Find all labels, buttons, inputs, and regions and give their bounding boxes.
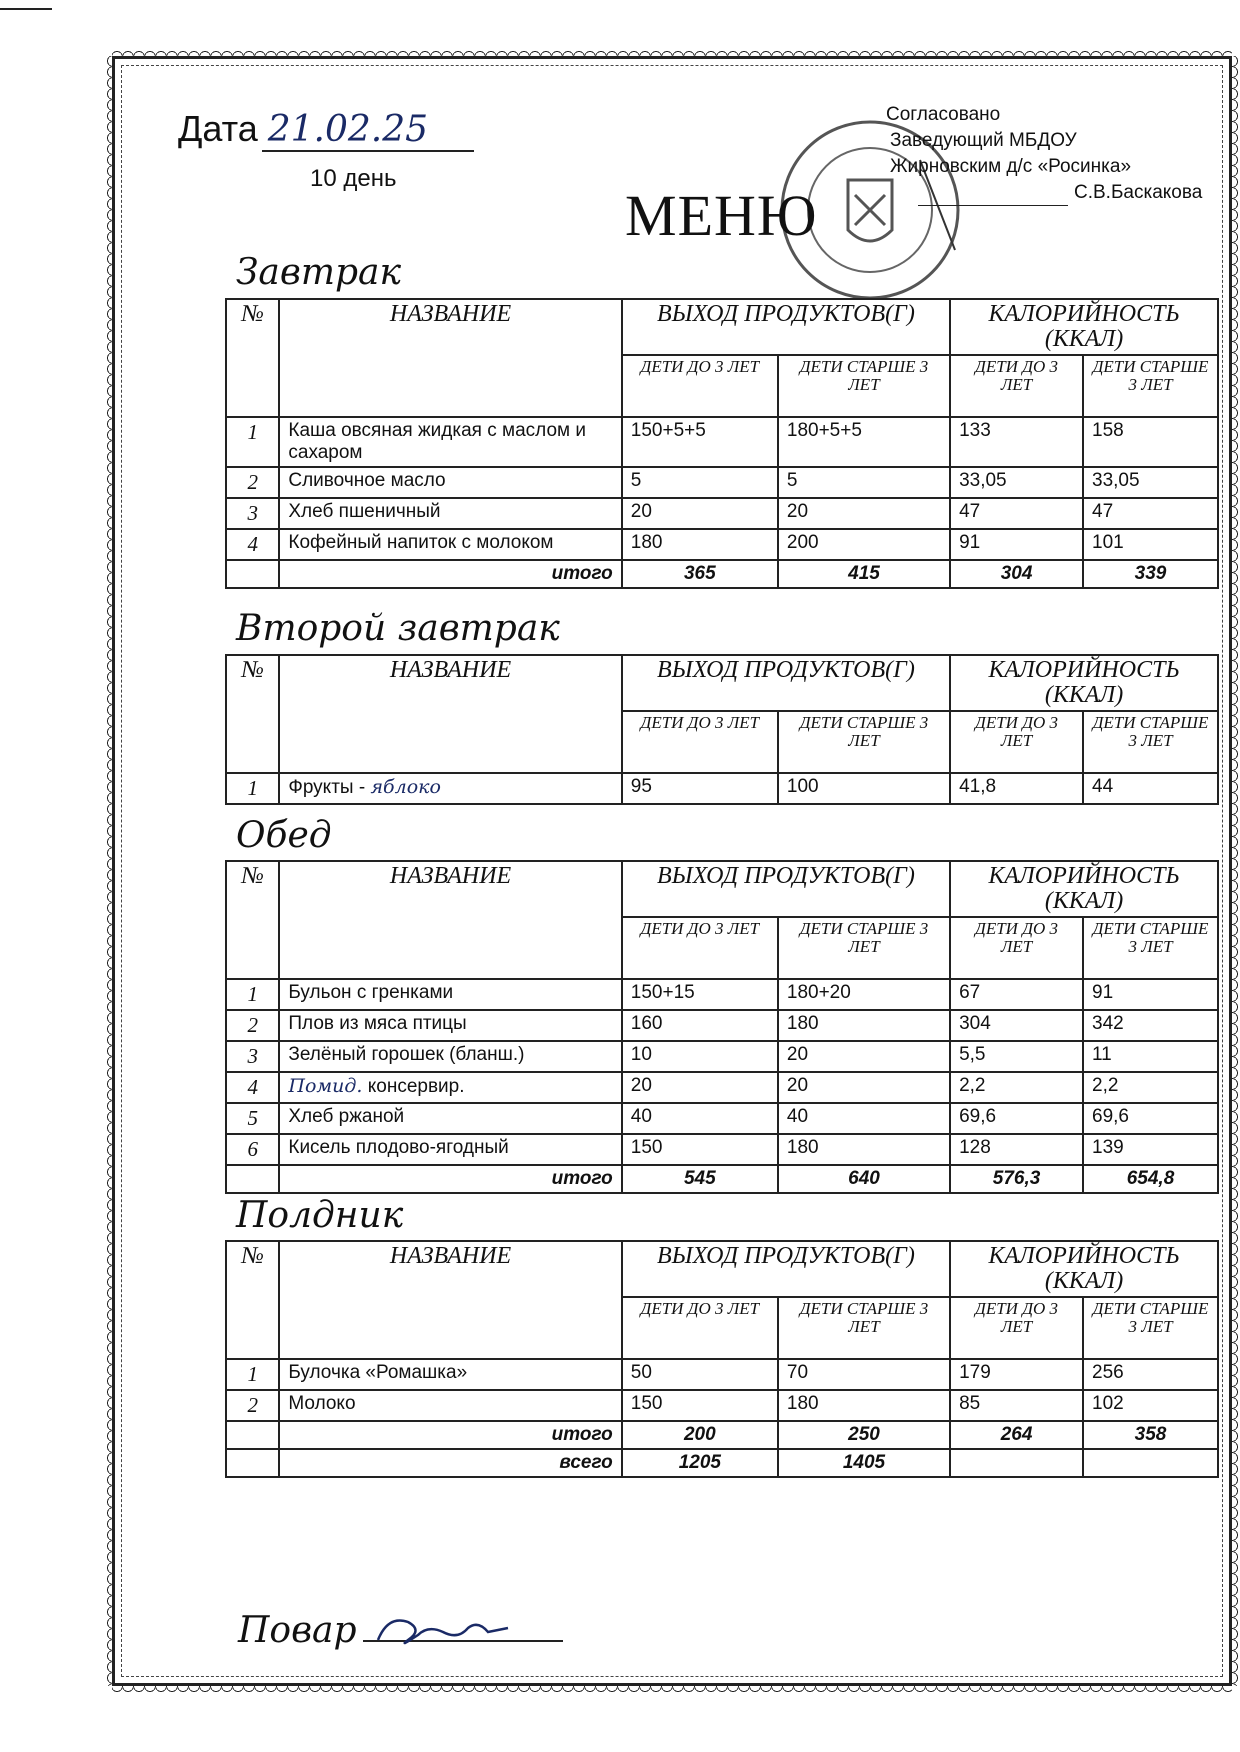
col-cal-under3: ДЕТИ ДО 3 ЛЕТ (950, 917, 1083, 979)
row-num: 4 (226, 529, 279, 560)
row-name (279, 1072, 621, 1103)
approval-line2: Заведующий МБДОУ (890, 130, 1077, 151)
row-yield-over3: 180 (778, 1134, 950, 1165)
row-num: 1 (226, 979, 279, 1010)
table-row (226, 1072, 1218, 1103)
grand-total-cal-under3 (950, 1449, 1083, 1477)
table-row (226, 1359, 1218, 1390)
row-cal-under3: 304 (950, 1010, 1083, 1041)
row-cal-under3: 128 (950, 1134, 1083, 1165)
row-num: 3 (226, 1041, 279, 1072)
row-yield-over3: 180 (778, 1010, 950, 1041)
handwritten-signature-icon (368, 1610, 518, 1650)
section-title-second-breakfast: Второй завтрак (236, 608, 560, 649)
grand-total-row (226, 1449, 1218, 1477)
col-cal-over3: ДЕТИ СТАРШЕ 3 ЛЕТ (1083, 355, 1218, 417)
row-name: Булочка «Ромашка» (279, 1359, 621, 1390)
col-calories: КАЛОРИЙНОСТЬ (ККАЛ) (950, 1241, 1218, 1297)
row-yield-under3: 150 (622, 1134, 778, 1165)
col-yield-over3: ДЕТИ СТАРШЕ 3 ЛЕТ (778, 711, 950, 773)
row-num: 2 (226, 1010, 279, 1041)
row-cal-over3: 256 (1083, 1359, 1218, 1390)
total-cal-over3: 358 (1083, 1421, 1218, 1449)
section-title-breakfast: Завтрак (236, 252, 401, 293)
row-name (279, 773, 621, 804)
total-yield-over3: 415 (778, 560, 950, 588)
row-cal-over3: 33,05 (1083, 467, 1218, 498)
row-name: Плов из мяса птицы (279, 1010, 621, 1041)
row-name-printed: консервир. (362, 1076, 465, 1098)
signature-line (918, 205, 1068, 206)
row-cal-under3: 69,6 (950, 1103, 1083, 1134)
section-title-snack: Полдник (236, 1195, 404, 1236)
table-row (226, 1390, 1218, 1421)
row-yield-under3: 40 (622, 1103, 778, 1134)
approval-line3: Жирновским д/с «Росинка» (890, 156, 1132, 177)
table-row (226, 979, 1218, 1010)
row-num: 2 (226, 1390, 279, 1421)
row-num: 3 (226, 498, 279, 529)
col-num: № (226, 861, 279, 979)
col-name: НАЗВАНИЕ (279, 655, 621, 773)
date-label: Дата (178, 108, 258, 149)
table-row (226, 1041, 1218, 1072)
col-yield: ВЫХОД ПРОДУКТОВ(Г) (622, 299, 950, 355)
total-label: итого (279, 560, 621, 588)
table-row (226, 1010, 1218, 1041)
row-yield-over3: 5 (778, 467, 950, 498)
row-cal-under3: 85 (950, 1390, 1083, 1421)
row-name-handwritten: Помид. (288, 1075, 363, 1098)
row-num: 1 (226, 417, 279, 467)
row-cal-under3: 91 (950, 529, 1083, 560)
col-name: НАЗВАНИЕ (279, 1241, 621, 1359)
col-yield: ВЫХОД ПРОДУКТОВ(Г) (622, 1241, 950, 1297)
row-name: Кофейный напиток с молоком (279, 529, 621, 560)
row-name: Молоко (279, 1390, 621, 1421)
row-name: Сливочное масло (279, 467, 621, 498)
grand-total-cal-over3 (1083, 1449, 1218, 1477)
row-cal-under3: 33,05 (950, 467, 1083, 498)
total-cal-under3: 264 (950, 1421, 1083, 1449)
row-yield-under3: 150+5+5 (622, 417, 778, 467)
col-cal-under3: ДЕТИ ДО 3 ЛЕТ (950, 711, 1083, 773)
row-yield-over3: 200 (778, 529, 950, 560)
table-row (226, 498, 1218, 529)
row-name: Зелёный горошек (бланш.) (279, 1041, 621, 1072)
border-scallop-bottom (112, 1686, 1232, 1696)
row-cal-over3: 342 (1083, 1010, 1218, 1041)
page-title: МЕНЮ (625, 183, 818, 248)
row-cal-under3: 5,5 (950, 1041, 1083, 1072)
row-name: Хлеб пшеничный (279, 498, 621, 529)
row-yield-over3: 20 (778, 498, 950, 529)
row-cal-over3: 102 (1083, 1390, 1218, 1421)
row-cal-over3: 158 (1083, 417, 1218, 467)
table-row (226, 1134, 1218, 1165)
corner-mark (0, 8, 52, 10)
col-calories: КАЛОРИЙНОСТЬ (ККАЛ) (950, 861, 1218, 917)
row-num: 1 (226, 773, 279, 804)
row-num: 4 (226, 1072, 279, 1103)
section-title-lunch: Обед (236, 815, 332, 856)
table-row (226, 417, 1218, 467)
row-name: Кисель плодово-ягодный (279, 1134, 621, 1165)
col-yield-over3: ДЕТИ СТАРШЕ 3 ЛЕТ (778, 917, 950, 979)
grand-total-label: всего (279, 1449, 621, 1477)
table-row (226, 467, 1218, 498)
row-cal-under3: 2,2 (950, 1072, 1083, 1103)
row-yield-over3: 40 (778, 1103, 950, 1134)
col-yield-under3: ДЕТИ ДО 3 ЛЕТ (622, 917, 778, 979)
table-snack (225, 1240, 1219, 1478)
col-name: НАЗВАНИЕ (279, 861, 621, 979)
row-cal-over3: 44 (1083, 773, 1218, 804)
row-yield-under3: 150+15 (622, 979, 778, 1010)
col-cal-under3: ДЕТИ ДО 3 ЛЕТ (950, 1297, 1083, 1359)
row-name-printed: Фрукты - (288, 777, 371, 799)
date-value: 21.02.25 (262, 109, 474, 152)
col-yield-under3: ДЕТИ ДО 3 ЛЕТ (622, 355, 778, 417)
col-cal-over3: ДЕТИ СТАРШЕ 3 ЛЕТ (1083, 711, 1218, 773)
col-cal-over3: ДЕТИ СТАРШЕ 3 ЛЕТ (1083, 1297, 1218, 1359)
row-yield-under3: 180 (622, 529, 778, 560)
table-row (226, 1103, 1218, 1134)
row-yield-over3: 20 (778, 1041, 950, 1072)
table-row (226, 529, 1218, 560)
total-cal-over3: 654,8 (1083, 1165, 1218, 1193)
row-yield-over3: 180 (778, 1390, 950, 1421)
row-yield-over3: 100 (778, 773, 950, 804)
row-cal-over3: 139 (1083, 1134, 1218, 1165)
col-num: № (226, 299, 279, 417)
col-cal-under3: ДЕТИ ДО 3 ЛЕТ (950, 355, 1083, 417)
col-name: НАЗВАНИЕ (279, 299, 621, 417)
row-yield-over3: 20 (778, 1072, 950, 1103)
grand-total-yield-under3: 1205 (622, 1449, 778, 1477)
border-scallop-right (1232, 56, 1240, 1686)
row-num: 1 (226, 1359, 279, 1390)
row-cal-under3: 47 (950, 498, 1083, 529)
col-yield-under3: ДЕТИ ДО 3 ЛЕТ (622, 1297, 778, 1359)
approval-line1: Согласовано (886, 104, 1001, 125)
cook-label: Повар (238, 1610, 357, 1651)
row-name-handwritten: яблоко (370, 776, 441, 799)
total-yield-over3: 640 (778, 1165, 950, 1193)
col-calories: КАЛОРИЙНОСТЬ (ККАЛ) (950, 299, 1218, 355)
row-cal-over3: 101 (1083, 529, 1218, 560)
total-row (226, 1421, 1218, 1449)
row-num: 5 (226, 1103, 279, 1134)
total-cal-under3: 576,3 (950, 1165, 1083, 1193)
row-yield-over3: 70 (778, 1359, 950, 1390)
row-yield-under3: 160 (622, 1010, 778, 1041)
row-cal-over3: 2,2 (1083, 1072, 1218, 1103)
date-block (178, 108, 474, 152)
row-yield-under3: 95 (622, 773, 778, 804)
row-yield-under3: 150 (622, 1390, 778, 1421)
row-cal-over3: 47 (1083, 498, 1218, 529)
col-num: № (226, 1241, 279, 1359)
total-row (226, 560, 1218, 588)
row-yield-under3: 5 (622, 467, 778, 498)
table-lunch (225, 860, 1219, 1194)
row-cal-under3: 41,8 (950, 773, 1083, 804)
total-yield-over3: 250 (778, 1421, 950, 1449)
row-cal-under3: 67 (950, 979, 1083, 1010)
row-cal-under3: 133 (950, 417, 1083, 467)
day-number: 10 день (310, 165, 397, 192)
row-cal-over3: 69,6 (1083, 1103, 1218, 1134)
total-yield-under3: 200 (622, 1421, 778, 1449)
col-cal-over3: ДЕТИ СТАРШЕ 3 ЛЕТ (1083, 917, 1218, 979)
row-cal-under3: 179 (950, 1359, 1083, 1390)
total-cal-over3: 339 (1083, 560, 1218, 588)
approval-signer: С.В.Баскакова (1074, 182, 1203, 203)
row-yield-under3: 20 (622, 498, 778, 529)
total-label: итого (279, 1165, 621, 1193)
total-yield-under3: 545 (622, 1165, 778, 1193)
col-yield: ВЫХОД ПРОДУКТОВ(Г) (622, 861, 950, 917)
col-yield-under3: ДЕТИ ДО 3 ЛЕТ (622, 711, 778, 773)
row-yield-under3: 10 (622, 1041, 778, 1072)
row-name: Бульон с гренками (279, 979, 621, 1010)
row-yield-over3: 180+20 (778, 979, 950, 1010)
row-yield-over3: 180+5+5 (778, 417, 950, 467)
grand-total-yield-over3: 1405 (778, 1449, 950, 1477)
row-cal-over3: 11 (1083, 1041, 1218, 1072)
col-yield: ВЫХОД ПРОДУКТОВ(Г) (622, 655, 950, 711)
row-name: Каша овсяная жидкая с маслом и сахаром (279, 417, 621, 467)
col-yield-over3: ДЕТИ СТАРШЕ 3 ЛЕТ (778, 1297, 950, 1359)
col-yield-over3: ДЕТИ СТАРШЕ 3 ЛЕТ (778, 355, 950, 417)
cook-signature-block (238, 1610, 563, 1651)
total-yield-under3: 365 (622, 560, 778, 588)
approval-block (870, 102, 1202, 206)
col-calories: КАЛОРИЙНОСТЬ (ККАЛ) (950, 655, 1218, 711)
table-second-breakfast (225, 654, 1219, 805)
row-cal-over3: 91 (1083, 979, 1218, 1010)
row-name: Хлеб ржаной (279, 1103, 621, 1134)
row-num: 6 (226, 1134, 279, 1165)
row-num: 2 (226, 467, 279, 498)
total-label: итого (279, 1421, 621, 1449)
total-row (226, 1165, 1218, 1193)
table-breakfast (225, 298, 1219, 589)
total-cal-under3: 304 (950, 560, 1083, 588)
row-yield-under3: 20 (622, 1072, 778, 1103)
row-yield-under3: 50 (622, 1359, 778, 1390)
col-num: № (226, 655, 279, 773)
table-row (226, 773, 1218, 804)
